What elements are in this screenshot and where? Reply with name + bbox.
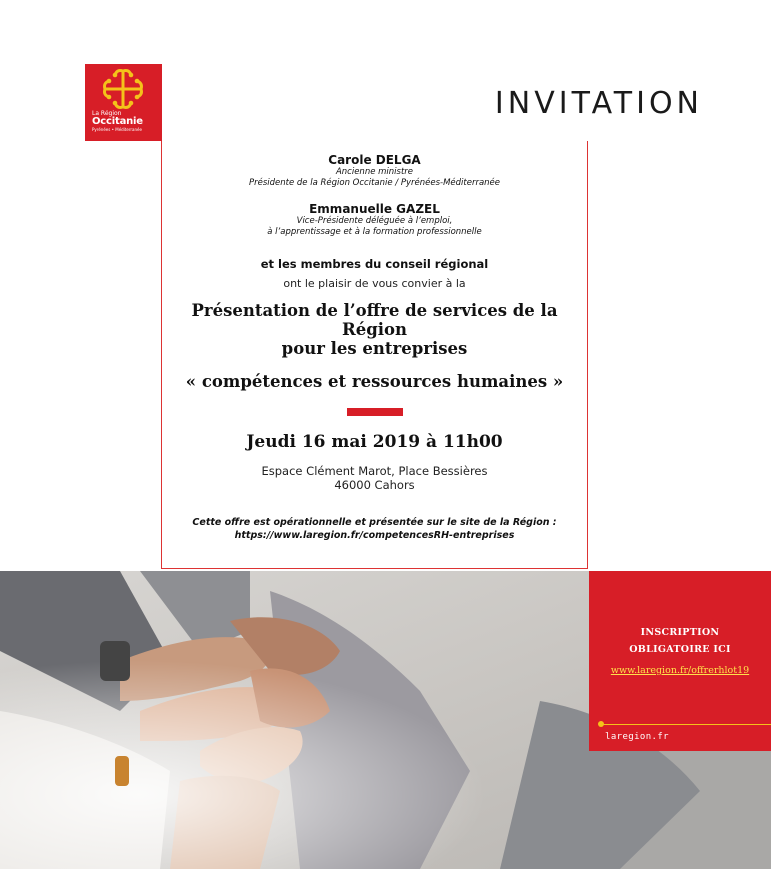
event-title-line: Présentation de l’offre de services de la Région [191, 301, 558, 339]
note-url[interactable]: https://www.laregion.fr/competencesRH-entreprises [234, 530, 515, 541]
logo-line1: La Région [92, 110, 122, 117]
host-role: à l’apprentissage et à la formation professionnelle [267, 227, 482, 237]
event-title [162, 301, 587, 358]
registration-heading: INSCRIPTION [640, 627, 720, 638]
event-title-line: pour les entreprises [281, 339, 468, 358]
host-block [162, 202, 587, 238]
website-note [162, 516, 587, 542]
host-block [162, 153, 587, 189]
members-line: et les membres du conseil régional [260, 257, 489, 271]
event-date: Jeudi 16 mai 2019 à 11h00 [246, 432, 503, 452]
host-role: Ancienne ministre [335, 167, 414, 177]
logo-wordmark [92, 111, 143, 132]
note-line: Cette offre est opérationnelle et présentée sur le site de la Région : [192, 517, 557, 528]
region-logo [85, 64, 162, 141]
venue-line: Espace Clément Marot, Place Bessières [261, 464, 488, 478]
event-subtitle: « compétences et ressources humaines » [185, 372, 564, 391]
registration-subheading: OBLIGATOIRE ICI [629, 644, 731, 655]
invite-line: ont le plaisir de vous convier à la [283, 277, 466, 290]
registration-link[interactable]: www.laregion.fr/offrerhlot19 [610, 665, 750, 676]
site-link[interactable]: laregion.fr [605, 732, 670, 742]
venue-line: 46000 Cahors [334, 478, 415, 492]
host-name: Emmanuelle GAZEL [309, 202, 440, 216]
logo-line3: Pyrénées • Méditerranée [92, 127, 142, 132]
venue-address [162, 464, 587, 492]
registration-panel [589, 571, 771, 751]
host-role: Vice-Présidente déléguée à l’emploi, [296, 216, 453, 226]
occitan-cross-icon [95, 67, 151, 111]
host-role: Présidente de la Région Occitanie / Pyrénées-Méditerranée [248, 178, 501, 188]
page-title: INVITATION [494, 86, 703, 121]
logo-line2: Occitanie [92, 116, 143, 127]
invitation-card [161, 141, 588, 569]
host-name: Carole DELGA [328, 153, 421, 167]
divider-line [601, 724, 771, 725]
divider-bar [347, 408, 403, 416]
